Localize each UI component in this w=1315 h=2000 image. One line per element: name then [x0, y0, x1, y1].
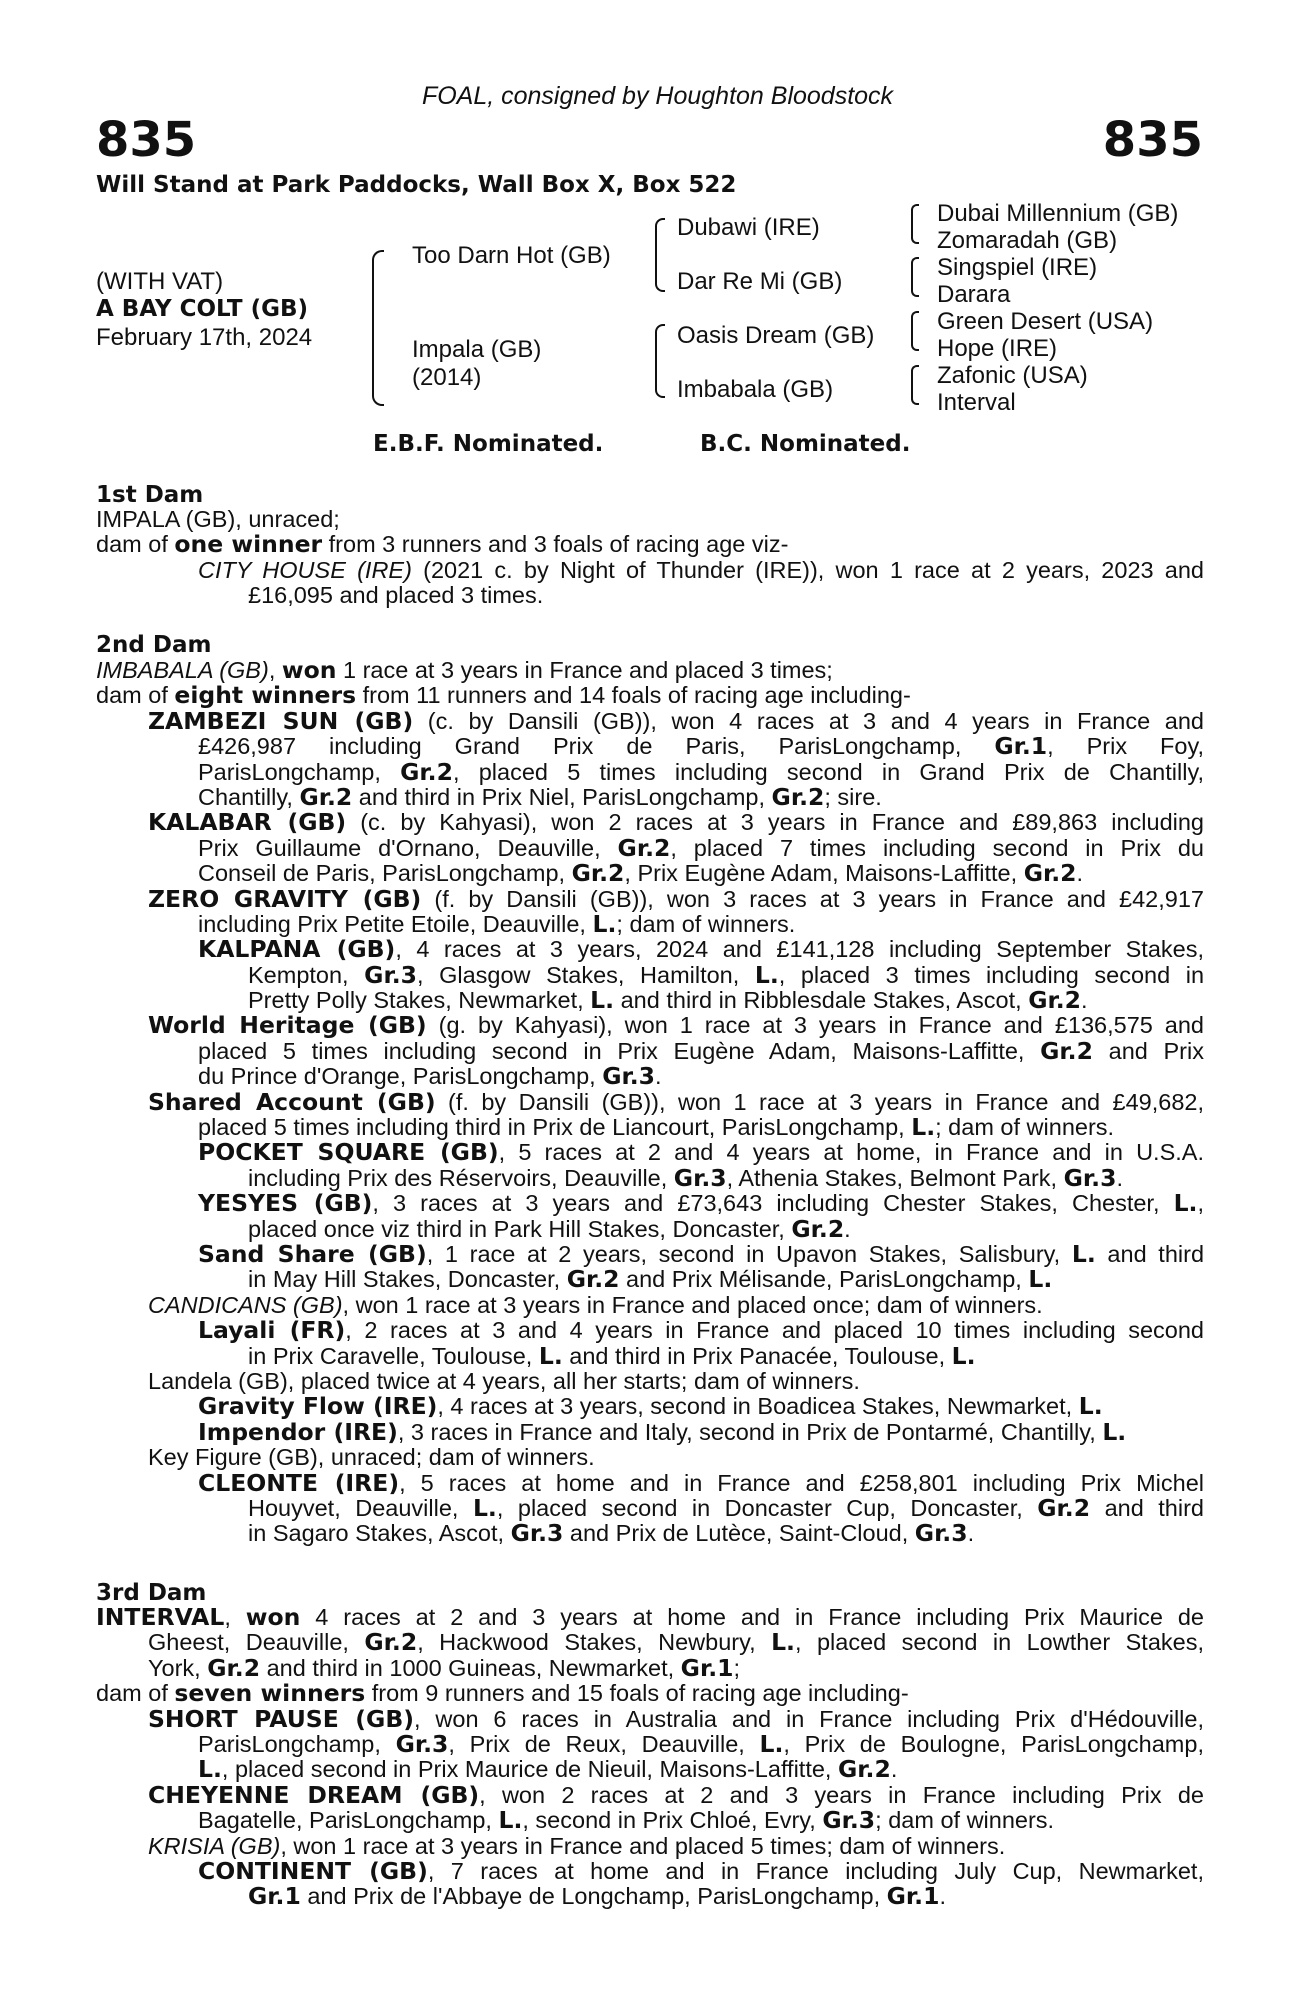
pedigree-dam-sire: Oasis Dream (GB): [677, 322, 875, 349]
third-dam-line: SHORT PAUSE (GB), won 6 races in Australia and in France including Prix d'Hédouville,: [148, 1704, 1204, 1733]
third-dam-line: Gheest, Deauville, Gr.2, Hackwood Stakes, Newbury, L., placed second in Lowther Stakes,: [148, 1628, 1205, 1657]
second-dam-line: including Prix Petite Etoile, Deauville, L.; dam of winners.: [198, 909, 796, 938]
second-dam-line: dam of eight winners from 11 runners and 14 foals of racing age including-: [96, 681, 911, 710]
pedigree-sss: Dubai Millennium (GB): [937, 200, 1179, 227]
second-dam-line: Layali (FR), 2 races at 3 and 4 years in France and placed 10 times including second: [198, 1316, 1204, 1345]
second-dam-line: Sand Share (GB), 1 race at 2 years, second in Upavon Stakes, Salisbury, L. and third: [198, 1239, 1205, 1268]
third-dam-line: CHEYENNE DREAM (GB), won 2 races at 2 and 3 years in France including Prix de: [148, 1780, 1204, 1809]
pedigree-sire-sire: Dubawi (IRE): [677, 214, 820, 241]
second-dam-line: placed once viz third in Park Hill Stakes, Doncaster, Gr.2.: [248, 1214, 851, 1243]
pedigree-brace-sire: [655, 218, 665, 292]
first-dam-line: dam of one winner from 3 runners and 3 foals of racing age viz-: [96, 530, 789, 559]
second-dam-line: POCKET SQUARE (GB), 5 races at 2 and 4 years at home, in France and in U.S.A.: [198, 1138, 1204, 1167]
second-dam-line: YESYES (GB), 3 races at 3 years and £73,643 including Chester Stakes, Chester, L.,: [198, 1189, 1204, 1218]
lot-number-left: 835: [96, 112, 197, 168]
second-dam-line: placed 5 times including second in Prix Eugène Adam, Maisons-Laffitte, Gr.2 and Prix: [198, 1036, 1204, 1065]
pedigree-brace-ds: [911, 311, 919, 351]
second-dam-line: CLEONTE (IRE), 5 races at home and in France and £258,801 including Prix Michel: [198, 1468, 1205, 1497]
second-dam-heading: 2nd Dam: [96, 632, 212, 658]
second-dam-line: Key Figure (GB), unraced; dam of winners.: [148, 1444, 595, 1471]
second-dam-line: ParisLongchamp, Gr.2, placed 5 times including second in Grand Prix de Chantilly,: [198, 757, 1204, 786]
third-dam-line: ParisLongchamp, Gr.3, Prix de Reux, Deauville, L., Prix de Boulogne, ParisLongchamp,: [198, 1729, 1204, 1758]
second-dam-line: Pretty Polly Stakes, Newmarket, L. and third in Ribblesdale Stakes, Ascot, Gr.2.: [248, 986, 1088, 1015]
second-dam-line: du Prince d'Orange, ParisLongchamp, Gr.3.: [198, 1062, 662, 1091]
third-dam-line: INTERVAL, won 4 races at 2 and 3 years at home and in France including Prix Maurice de: [96, 1603, 1204, 1631]
pedigree-ssd: Zomaradah (GB): [937, 227, 1118, 254]
third-dam-line: KRISIA (GB), won 1 race at 3 years in France and placed 5 times; dam of winners.: [148, 1832, 1006, 1859]
pedigree-sire: Too Darn Hot (GB): [412, 242, 611, 269]
first-dam-line: IMPALA (GB), unraced;: [96, 506, 340, 532]
second-dam-line: KALABAR (GB) (c. by Kahyasi), won 2 races at 3 years in France and £89,863 including: [148, 808, 1204, 837]
horse-dob: February 17th, 2024: [96, 324, 313, 351]
second-dam-line: in Prix Caravelle, Toulouse, L. and third in Prix Panacée, Toulouse, L.: [248, 1341, 976, 1370]
lot-number-right: 835: [1102, 112, 1203, 168]
pedigree-ddd: Interval: [937, 389, 1016, 416]
pedigree-brace-sd: [911, 257, 919, 297]
consignor-line: FOAL, consigned by Houghton Bloodstock: [421, 82, 894, 110]
second-dam-line: Shared Account (GB) (f. by Dansili (GB)), won 1 race at 3 years in France and £49,682,: [148, 1087, 1205, 1116]
first-dam-heading: 1st Dam: [96, 482, 204, 508]
stand-location: Will Stand at Park Paddocks, Wall Box X, Box 522: [96, 172, 737, 198]
first-dam-line: £16,095 and placed 3 times.: [248, 582, 544, 609]
second-dam-line: Chantilly, Gr.2 and third in Prix Niel, ParisLongchamp, Gr.2; sire.: [198, 782, 882, 811]
pedigree-dam-dam: Imbabala (GB): [677, 376, 834, 403]
second-dam-section: [96, 658, 1204, 1547]
third-dam-line: L., placed second in Prix Maurice de Nieuil, Maisons-Laffitte, Gr.2.: [198, 1755, 898, 1784]
pedigree-sire-dam: Dar Re Mi (GB): [677, 268, 843, 295]
pedigree-brace-main: [372, 250, 384, 406]
third-dam-line: York, Gr.2 and third in 1000 Guineas, Newmarket, Gr.1;: [148, 1653, 741, 1682]
second-dam-line: including Prix des Réservoirs, Deauville, Gr.3, Athenia Stakes, Belmont Park, Gr.3.: [248, 1163, 1123, 1192]
second-dam-line: Landela (GB), placed twice at 4 years, all her starts; dam of winners.: [148, 1367, 860, 1394]
second-dam-line: KALPANA (GB), 4 races at 3 years, 2024 and £141,128 including September Stakes,: [198, 935, 1205, 964]
second-dam-line: in May Hill Stakes, Doncaster, Gr.2 and Prix Mélisande, ParisLongchamp, L.: [248, 1265, 1053, 1294]
second-dam-line: ZAMBEZI SUN (GB) (c. by Dansili (GB)), won 4 races at 3 and 4 years in France and: [148, 706, 1204, 735]
second-dam-line: Impendor (IRE), 3 races in France and Italy, second in Prix de Pontarmé, Chantilly, L.: [198, 1417, 1127, 1446]
third-dam-line: CONTINENT (GB), 7 races at home and in France including July Cup, Newmarket,: [198, 1856, 1204, 1885]
second-dam-line: in Sagaro Stakes, Ascot, Gr.3 and Prix de Lutèce, Saint-Cloud, Gr.3.: [248, 1519, 975, 1548]
first-dam-line: CITY HOUSE (IRE) (2021 c. by Night of Thunder (IRE)), won 1 race at 2 years, 2023 and: [198, 556, 1204, 583]
second-dam-line: CANDICANS (GB), won 1 race at 3 years in France and placed once; dam of winners.: [148, 1291, 1043, 1318]
pedigree-dsd: Hope (IRE): [937, 335, 1058, 362]
second-dam-line: £426,987 including Grand Prix de Paris, ParisLongchamp, Gr.1, Prix Foy,: [198, 732, 1204, 761]
second-dam-line: placed 5 times including third in Prix de Liancourt, ParisLongchamp, L.; dam of winners.: [198, 1113, 1115, 1142]
second-dam-line: ZERO GRAVITY (GB) (f. by Dansili (GB)), won 3 races at 3 years in France and £42,917: [148, 884, 1204, 913]
pedigree-sds: Singspiel (IRE): [937, 254, 1098, 281]
pedigree-dam: Impala (GB): [412, 336, 542, 363]
pedigree-brace-dam: [655, 324, 665, 398]
pedigree-sdd: Darara: [937, 281, 1011, 308]
second-dam-line: Conseil de Paris, ParisLongchamp, Gr.2, Prix Eugène Adam, Maisons-Laffitte, Gr.2.: [198, 859, 1084, 888]
pedigree-dds: Zafonic (USA): [937, 362, 1088, 389]
bc-nominated: B.C. Nominated.: [700, 431, 911, 457]
third-dam-line: Bagatelle, ParisLongchamp, L., second in Prix Chloé, Evry, Gr.3; dam of winners.: [198, 1806, 1055, 1835]
second-dam-line: IMBABALA (GB), won 1 race at 3 years in France and placed 3 times;: [96, 656, 833, 684]
first-dam-section: [96, 507, 1204, 609]
horse-name: A BAY COLT (GB): [96, 296, 309, 322]
pedigree-brace-ss: [911, 204, 919, 244]
ebf-nominated: E.B.F. Nominated.: [373, 431, 604, 457]
third-dam-heading: 3rd Dam: [96, 1580, 207, 1606]
pedigree-brace-dd: [911, 365, 919, 405]
pedigree-dss: Green Desert (USA): [937, 308, 1154, 335]
second-dam-line: World Heritage (GB) (g. by Kahyasi), won 1 race at 3 years in France and £136,575 and: [148, 1011, 1204, 1040]
second-dam-line: Prix Guillaume d'Ornano, Deauville, Gr.2, placed 7 times including second in Prix du: [198, 833, 1205, 862]
second-dam-line: Gravity Flow (IRE), 4 races at 3 years, second in Boadicea Stakes, Newmarket, L.: [198, 1392, 1103, 1421]
pedigree-dam-year: (2014): [412, 364, 482, 391]
second-dam-line: Kempton, Gr.3, Glasgow Stakes, Hamilton, L., placed 3 times including second in: [248, 960, 1205, 989]
third-dam-section: [96, 1605, 1204, 1910]
third-dam-line: dam of seven winners from 9 runners and 15 foals of racing age including-: [96, 1679, 909, 1708]
third-dam-line: Gr.1 and Prix de l'Abbaye de Longchamp, ParisLongchamp, Gr.1.: [248, 1882, 946, 1911]
vat-label: (WITH VAT): [96, 268, 224, 295]
second-dam-line: Houyvet, Deauville, L., placed second in Doncaster Cup, Doncaster, Gr.2 and third: [248, 1493, 1204, 1522]
